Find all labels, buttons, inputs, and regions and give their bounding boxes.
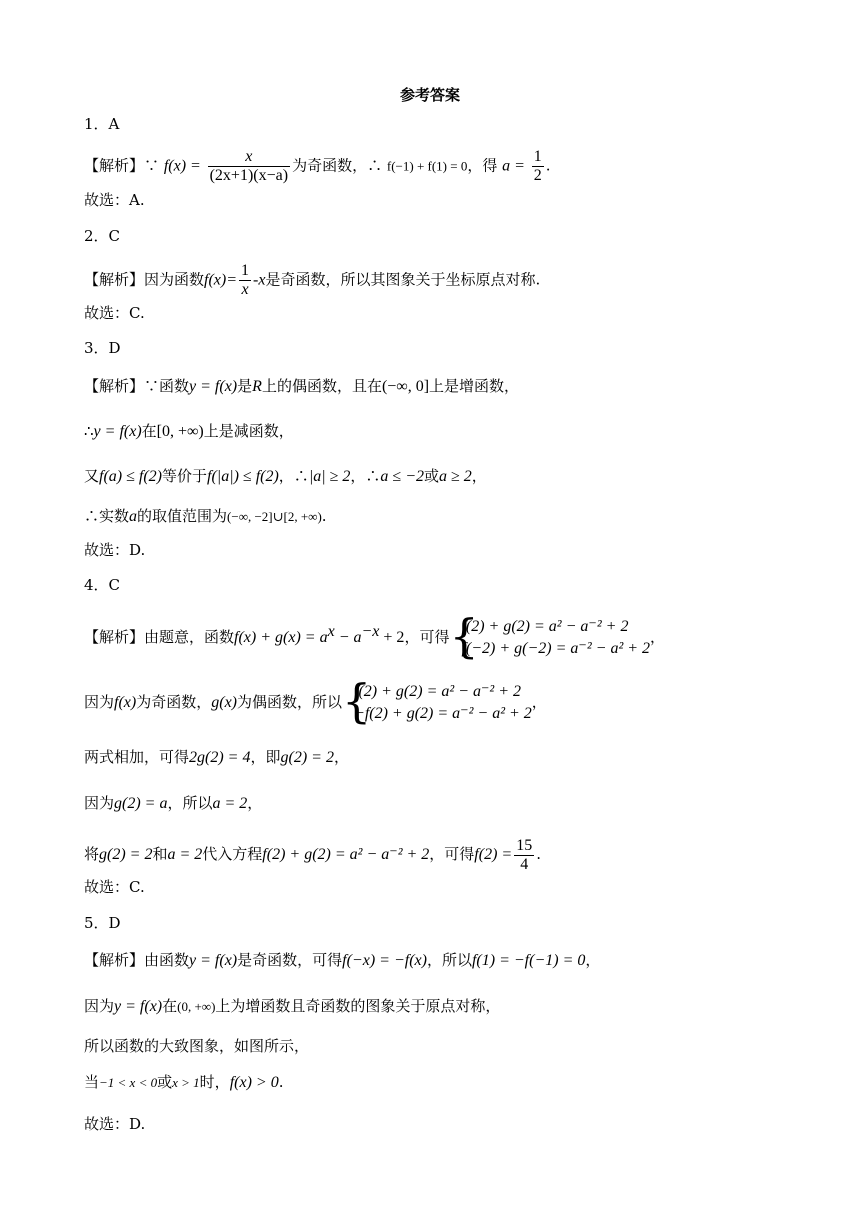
q5-interval: (0, +∞) xyxy=(177,999,216,1014)
q4-text: ，可得 xyxy=(404,628,450,646)
q3-text: 上是增函数， xyxy=(429,377,520,395)
q5-line-2 xyxy=(84,996,500,1017)
q4-equation: g(2) = a xyxy=(114,795,168,812)
q4-text: ， xyxy=(650,628,666,646)
fraction-denominator: 2 xyxy=(533,167,542,184)
fraction-numerator: 1 xyxy=(533,148,542,165)
q4-function: g(x) xyxy=(211,694,237,711)
q5-inequality: f(x) > 0 xyxy=(229,1074,279,1091)
q3-text: 上的偶函数，且在 xyxy=(261,377,382,395)
q3-inequality: f(|a|) ≤ f(2) xyxy=(207,468,279,485)
fraction-numerator: 15 xyxy=(516,836,533,854)
q5-equation: f(−x) = −f(x) xyxy=(342,952,427,969)
q4-equation: a = 2 xyxy=(212,795,248,812)
q1-text-b: ，得 xyxy=(467,156,498,175)
therefore-symbol: ∴ xyxy=(367,156,383,175)
q5-function: y = f(x) xyxy=(189,952,238,969)
q3-line-3 xyxy=(84,466,487,487)
q1-conclusion: 故选：A. xyxy=(84,191,145,209)
q4-equation: f(x) + g(x) = a xyxy=(234,629,328,646)
q4-text: 两式相加，可得 xyxy=(84,748,190,766)
q1-a-eq: a = xyxy=(502,157,525,175)
q1-fraction xyxy=(208,148,290,185)
q4-text: ， xyxy=(531,693,547,711)
q5-line-1 xyxy=(84,950,600,971)
q4-text: 为奇函数， xyxy=(136,693,212,711)
q4-answer: 4．C xyxy=(84,576,121,594)
q5-text: 当 xyxy=(84,1073,100,1091)
q5-conclusion: 故选：D. xyxy=(84,1115,146,1133)
analysis-tag: 【解析】 xyxy=(84,156,145,175)
q3-text: 在 xyxy=(141,422,157,440)
q4-line-3 xyxy=(84,747,349,768)
q1-answer: 1．A xyxy=(84,115,120,133)
q4-text: ，所以 xyxy=(167,794,213,812)
because-symbol: ∵ xyxy=(144,156,160,175)
q4-equation-system-1 xyxy=(449,609,651,663)
q5-text: 上为增函数且奇函数的图象关于原点对称， xyxy=(215,997,501,1015)
q2-tail: -x xyxy=(253,271,266,289)
q5-text: ，所以 xyxy=(426,951,472,969)
q4-text: 将 xyxy=(84,845,100,863)
period: . xyxy=(545,156,551,175)
q5-text: ， xyxy=(585,951,601,969)
q3-abs-inequality: |a| ≥ 2 xyxy=(308,468,351,485)
analysis-tag: 【解析】 xyxy=(84,951,145,969)
period: . xyxy=(278,1073,284,1091)
q3-text: ，∴ xyxy=(350,467,381,485)
q3-text: ∵函数 xyxy=(144,377,190,395)
q1-function-lhs: f(x) = xyxy=(163,157,201,175)
period: . xyxy=(536,845,541,863)
q4-text: ， xyxy=(247,794,263,812)
q5-line-4 xyxy=(84,1072,283,1093)
q3-inequality: f(a) ≤ f(2) xyxy=(99,468,162,485)
q1-text: 为奇函数， xyxy=(292,156,368,175)
brace-icon: { xyxy=(342,674,372,728)
q4-text: 因为 xyxy=(84,693,115,711)
q3-line-1 xyxy=(84,376,519,397)
q3-text: 等价于 xyxy=(162,467,208,485)
system-row: f(2) + g(2) = a² − a⁻² + 2 xyxy=(354,683,521,700)
q4-line-4 xyxy=(84,793,262,814)
fraction-numerator: x xyxy=(208,148,290,167)
q3-range: a ≥ 2 xyxy=(439,468,472,485)
page-title: 参考答案 xyxy=(399,86,460,104)
q4-text: 由题意，函数 xyxy=(144,628,235,646)
q4-line-2 xyxy=(84,674,547,728)
q5-function: y = f(x) xyxy=(114,998,163,1015)
system-row: f(2) + g(2) = a² − a⁻² + 2 xyxy=(461,618,629,635)
q4-equation: g(2) = 2 xyxy=(280,749,334,766)
q4-equation: f(2) + g(2) = a² − a⁻² + 2 xyxy=(262,846,430,863)
q4-text: 和 xyxy=(152,845,168,863)
q3-text: ，∴ xyxy=(278,467,309,485)
q4-line-1 xyxy=(84,609,666,663)
q5-text: 在 xyxy=(162,997,178,1015)
q3-text: ∴实数 xyxy=(84,507,130,525)
q3-solution-set: (−∞, −2]∪[2, +∞) xyxy=(227,509,322,524)
q3-variable: a xyxy=(129,508,138,525)
q3-conclusion: 故选：D. xyxy=(84,541,146,559)
q3-text: 或 xyxy=(423,467,439,485)
q3-text: ， xyxy=(471,467,487,485)
q2-conclusion: 故选：C. xyxy=(84,304,145,322)
q4-equation-system-2 xyxy=(342,674,532,728)
q4-conclusion: 故选：C. xyxy=(84,878,145,896)
real-set-symbol: R xyxy=(252,378,262,395)
q4-equation: 2g(2) = 4 xyxy=(189,749,251,766)
q4-equation: g(2) = 2 xyxy=(99,846,153,863)
analysis-tag: 【解析】 xyxy=(84,628,145,646)
q2-text: 因为函数 xyxy=(144,270,205,289)
q4-equation: f(2) = xyxy=(474,846,513,863)
q5-line-3: 所以函数的大致图象，如图所示， xyxy=(84,1037,310,1055)
q3-text: 又 xyxy=(84,467,100,485)
q3-line-2 xyxy=(84,421,294,442)
q3-range: a ≤ −2 xyxy=(380,468,424,485)
fraction-denominator: (2x+1)(x−a) xyxy=(209,167,289,184)
exponent: −x xyxy=(361,623,380,640)
q4-function: f(x) xyxy=(114,694,137,711)
q4-equation: + 2 xyxy=(379,629,405,646)
q5-text: 由函数 xyxy=(144,951,190,969)
q1-condition: f(−1) + f(1) = 0 xyxy=(386,158,468,174)
q4-text: 代入方程 xyxy=(202,845,263,863)
system-row: −f(2) + g(2) = a⁻² − a² + 2 xyxy=(354,705,532,722)
fraction-denominator: 4 xyxy=(520,855,529,873)
q5-text: 是奇函数，可得 xyxy=(237,951,343,969)
q5-text: 时， xyxy=(199,1073,230,1091)
q3-line-4 xyxy=(84,506,327,527)
q1-explanation xyxy=(84,148,551,185)
q5-equation: f(1) = −f(−1) = 0 xyxy=(471,952,586,969)
q4-text: 为偶函数，所以 xyxy=(237,693,343,711)
fraction-numerator: 1 xyxy=(241,262,250,279)
q2-fraction xyxy=(239,262,251,299)
q3-answer: 3．D xyxy=(84,339,121,357)
q4-text: ， xyxy=(333,748,349,766)
q2-answer: 2．C xyxy=(84,227,121,245)
q5-range: x > 1 xyxy=(172,1075,200,1090)
q3-text: 的取值范围为 xyxy=(137,507,228,525)
q2-explanation xyxy=(84,262,540,299)
therefore-symbol: ∴ xyxy=(84,422,94,440)
q3-interval: (−∞, 0] xyxy=(381,378,430,395)
q4-equation: − a xyxy=(334,629,362,646)
system-row: f(−2) + g(−2) = a⁻² − a² + 2 xyxy=(461,640,651,657)
q4-text: ，可得 xyxy=(429,845,475,863)
q5-range: −1 < x < 0 xyxy=(99,1075,158,1090)
analysis-tag: 【解析】 xyxy=(84,270,145,289)
q4-text: ，即 xyxy=(250,748,281,766)
q3-text: 上是减函数， xyxy=(203,422,294,440)
q4-equation: a = 2 xyxy=(167,846,203,863)
analysis-tag: 【解析】 xyxy=(84,377,145,395)
q3-interval: [0, +∞) xyxy=(156,423,204,440)
q4-fraction xyxy=(514,837,534,874)
q5-text: 或 xyxy=(157,1073,173,1091)
q2-text-b: 是奇函数，所以其图象关于坐标原点对称. xyxy=(265,270,541,289)
q3-function: y = f(x) xyxy=(93,423,142,440)
q4-text: 因为 xyxy=(84,794,115,812)
q3-function: y = f(x) xyxy=(189,378,238,395)
period: . xyxy=(321,507,327,525)
exponent: x xyxy=(327,623,335,640)
fraction-denominator: x xyxy=(241,281,249,298)
brace-icon: { xyxy=(449,609,479,663)
q4-line-5 xyxy=(84,836,541,874)
q2-function-lhs: f(x)= xyxy=(204,271,238,289)
q5-answer: 5．D xyxy=(84,914,121,932)
q5-text: 因为 xyxy=(84,997,115,1015)
q1-a-fraction xyxy=(532,148,544,185)
q3-text: 是 xyxy=(237,377,253,395)
